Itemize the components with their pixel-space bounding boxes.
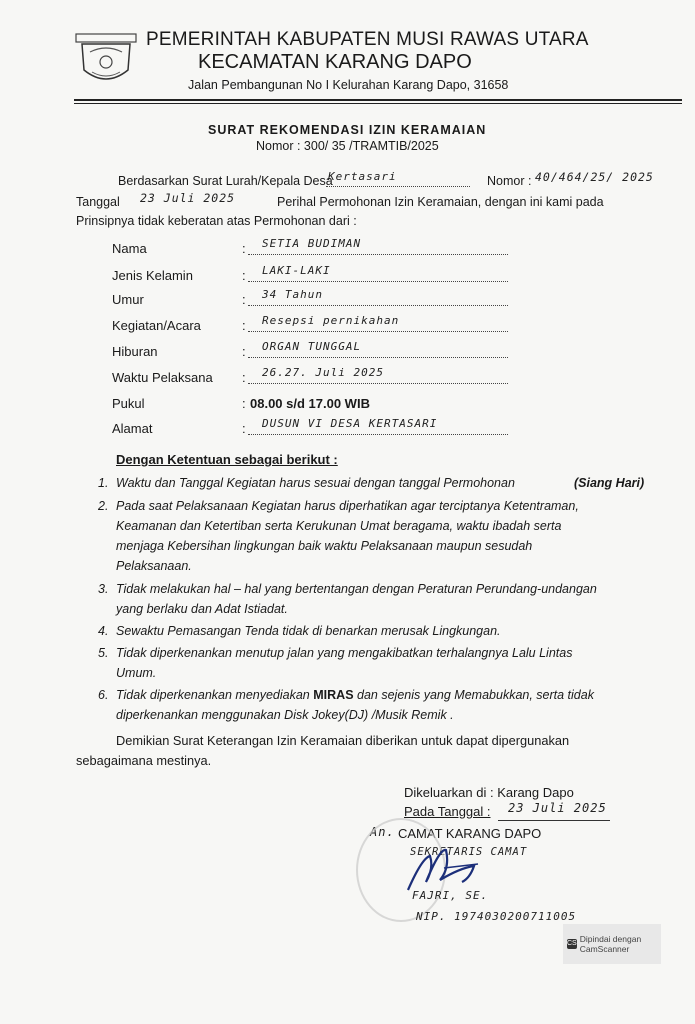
intro-tanggal-label: Tanggal: [76, 195, 120, 209]
ketentuan-heading: Dengan Ketentuan sebagai berikut :: [116, 452, 338, 467]
signer-name-handwritten: FAJRI, SE.: [412, 889, 489, 902]
item-2-text-b: Keamanan dan Ketertiban serta Kerukunan Umat beragama, waktu ibadah serta: [116, 519, 562, 533]
signature-role: CAMAT KARANG DAPO: [398, 826, 542, 841]
field-colon: :: [242, 370, 246, 385]
item-6-text-pre: Tidak diperkenankan menyediakan: [116, 688, 310, 702]
item-4-text: Sewaktu Pemasangan Tenda tidak di benarkan merusak Lingkungan.: [116, 624, 501, 638]
header-district: KECAMATAN KARANG DAPO: [198, 51, 472, 73]
signer-nip-handwritten: NIP. 1974030200711005: [416, 910, 577, 923]
field-label: Nama: [112, 241, 147, 256]
field-value: Resepsi pernikahan: [262, 314, 400, 327]
closing-line-2: sebagaimana mestinya.: [76, 753, 212, 768]
item-2-text-a: Pada saat Pelaksanaan Kegiatan harus diperhatikan agar terciptanya Ketentraman,: [116, 499, 579, 513]
an-handwritten: An.: [370, 825, 395, 839]
header-rule-thin: [74, 103, 682, 104]
item-5-text-b: Umum.: [116, 666, 157, 680]
field-colon: :: [242, 241, 246, 256]
issued-date-underline: [498, 820, 610, 821]
intro-nomor-label: Nomor :: [487, 174, 532, 188]
intro-village-handwritten: Kertasari: [328, 170, 397, 183]
header-address: Jalan Pembangunan No I Kelurahan Karang Dapo, 31658: [188, 78, 509, 92]
field-colon: :: [242, 292, 246, 307]
field-value: DUSUN VI DESA KERTASARI: [262, 417, 438, 430]
field-value: 08.00 s/d 17.00 WIB: [250, 396, 370, 411]
signature-subrole-handwritten: SEKRETARIS CAMAT: [410, 846, 528, 858]
letter-number: Nomor : 300/ 35 /TRAMTIB/2025: [256, 139, 439, 153]
field-label: Umur: [112, 292, 144, 307]
field-dotted-line: [248, 280, 508, 282]
item-3-text-a: Tidak melakukan hal – hal yang bertentangan dengan Peraturan Perundang-undangan: [116, 582, 597, 596]
issued-date-label: Pada Tanggal :: [404, 804, 491, 819]
item-3-text-b: yang berlaku dan Adat Istiadat.: [116, 602, 288, 616]
intro-nomor-handwritten: 40/464/25/ 2025: [535, 170, 654, 184]
issued-date-handwritten: 23 Juli 2025: [508, 801, 607, 815]
field-label: Jenis Kelamin: [112, 268, 193, 283]
field-value: 34 Tahun: [262, 288, 323, 301]
field-colon: :: [242, 318, 246, 333]
field-dotted-line: [248, 433, 508, 435]
intro-text-a: Berdasarkan Surat Lurah/Kepala Desa: [118, 174, 333, 188]
item-6-text-post: dan sejenis yang Memabukkan, serta tidak: [357, 688, 594, 702]
header-government: PEMERINTAH KABUPATEN MUSI RAWAS UTARA: [146, 29, 589, 50]
header-rule-thick: [74, 99, 682, 101]
field-label: Kegiatan/Acara: [112, 318, 201, 333]
intro-village-dots: [326, 186, 470, 187]
field-colon: :: [242, 421, 246, 436]
field-colon: :: [242, 396, 246, 411]
item-3-number: 3.: [98, 582, 109, 596]
intro-tanggal-handwritten: 23 Juli 2025: [140, 191, 236, 205]
camscanner-watermark: [563, 924, 661, 964]
item-1-number: 1.: [98, 476, 109, 490]
item-4-number: 4.: [98, 624, 109, 638]
field-dotted-line: [248, 356, 508, 358]
field-dotted-line: [248, 253, 508, 255]
item-6-miras: MIRAS: [313, 688, 354, 702]
intro-text-b: Perihal Permohonan Izin Keramaian, dengan ini kami pada: [277, 195, 604, 209]
field-value: ORGAN TUNGGAL: [262, 340, 362, 353]
field-value: LAKI-LAKI: [262, 264, 331, 277]
closing-line-1: Demikian Surat Keterangan Izin Keramaian diberikan untuk dapat dipergunakan: [116, 733, 570, 748]
field-dotted-line: [248, 330, 508, 332]
item-2-text-c: menjaga Kebersihan lingkungan baik waktu Pelaksanaan maupun sesudah: [116, 539, 533, 553]
field-label: Alamat: [112, 421, 153, 436]
item-6-text-c: diperkenankan menggunakan Disk Jokey(DJ) /Musik Remik .: [116, 708, 454, 722]
field-value: 26.27. Juli 2025: [262, 366, 384, 379]
field-dotted-line: [248, 304, 508, 306]
camscanner-text: Dipindai dengan CamScanner: [579, 934, 642, 954]
item-5-number: 5.: [98, 646, 109, 660]
field-label: Hiburan: [112, 344, 158, 359]
item-2-number: 2.: [98, 499, 109, 513]
issued-at: Dikeluarkan di : Karang Dapo: [404, 785, 574, 800]
intro-text-c: Prinsipnya tidak keberatan atas Permohonan dari :: [76, 214, 357, 228]
camscanner-logo-icon: CS: [567, 940, 577, 947]
regency-emblem-logo: [74, 30, 138, 90]
field-value: SETIA BUDIMAN: [262, 237, 362, 250]
item-2-text-d: Pelaksanaan.: [116, 559, 192, 573]
field-colon: :: [242, 268, 246, 283]
field-dotted-line: [248, 382, 508, 384]
field-label: Pukul: [112, 396, 145, 411]
item-6-text-a: [116, 688, 594, 702]
item-1-emphasis: (Siang Hari): [574, 476, 645, 490]
item-1-text: Waktu dan Tanggal Kegiatan harus sesuai dengan tanggal Permohonan: [116, 476, 515, 490]
field-colon: :: [242, 344, 246, 359]
item-6-number: 6.: [98, 688, 109, 702]
item-5-text-a: Tidak diperkenankan menutup jalan yang mengakibatkan terhalangnya Lalu Lintas: [116, 646, 573, 660]
letter-title: SURAT REKOMENDASI IZIN KERAMAIAN: [208, 123, 487, 137]
field-label: Waktu Pelaksana: [112, 370, 213, 385]
